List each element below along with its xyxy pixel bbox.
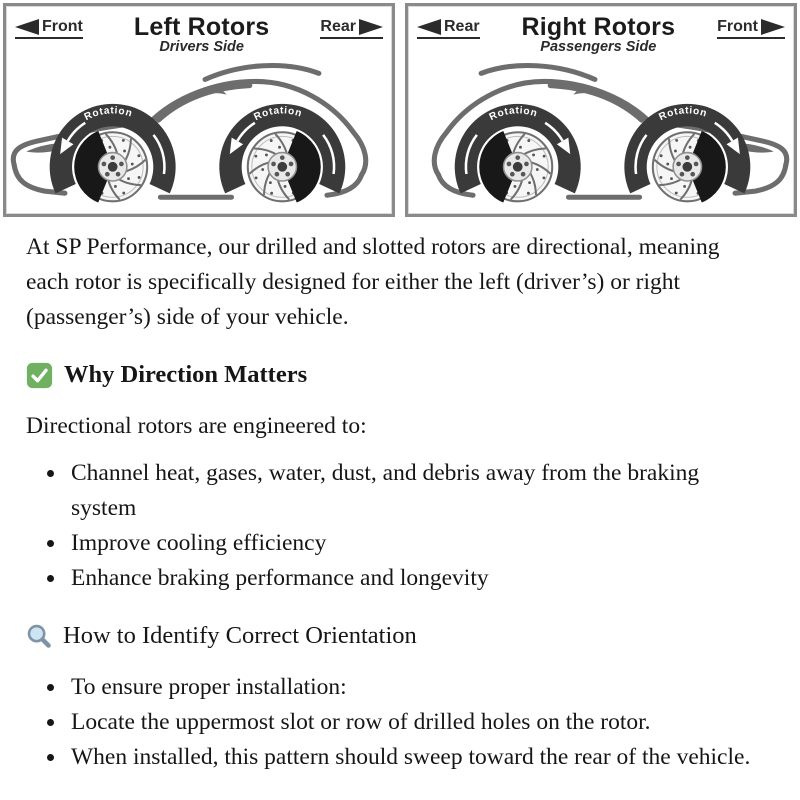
section-heading-how-to-identify xyxy=(26,620,774,652)
bullet-item: • Enhance braking performance and longevity xyxy=(67,561,767,596)
panel-title-block xyxy=(134,14,270,55)
left-arrow-icon xyxy=(417,19,441,35)
bullet-item: • When installed, this pattern should sweep toward the rear of the vehicle. xyxy=(67,740,767,775)
svg-text:Rotation: Rotation xyxy=(82,105,134,124)
panel-subtitle: Passengers Side xyxy=(540,39,657,56)
panel-subtitle: Drivers Side xyxy=(159,39,244,56)
svg-text:Rotation: Rotation xyxy=(657,105,709,124)
section-heading-text: How to Identify Correct Orientation xyxy=(63,622,417,649)
direction-label-text: Rear xyxy=(320,18,356,35)
direction-label-text: Front xyxy=(717,18,758,35)
rear-direction-label xyxy=(417,18,480,39)
bullet-item: • To ensure proper installation: xyxy=(67,670,767,705)
left-arrow-icon xyxy=(15,19,39,35)
direction-label-text: Front xyxy=(42,18,83,35)
panel-title: Left Rotors xyxy=(133,13,270,41)
direction-label-text: Rear xyxy=(444,18,480,35)
svg-text:Rotation: Rotation xyxy=(252,105,304,124)
section-heading-why-direction-matters xyxy=(26,359,774,391)
left-panel-header xyxy=(6,6,392,55)
bullet-item: • Improve cooling efficiency xyxy=(67,526,767,561)
svg-text:Rotation: Rotation xyxy=(487,105,539,124)
panel-title-block xyxy=(521,14,675,55)
right-panel-header xyxy=(408,6,794,55)
magnifier-icon xyxy=(26,623,52,649)
bullet-item: • Locate the uppermost slot or row of drilled holes on the rotor. xyxy=(67,705,767,740)
car-rotor-illustration-right xyxy=(408,51,794,216)
front-direction-label xyxy=(15,18,83,39)
intro-paragraph: At SP Performance, our drilled and slotted rotors are directional, meaning each rotor is specifically designed for either the left (driver’s) or right (passenger’s) side of your vehicle. xyxy=(26,234,720,330)
left-rotors-panel xyxy=(3,3,395,217)
car-rotor-illustration-left xyxy=(6,51,392,216)
check-icon xyxy=(26,362,53,389)
orientation-bullet-list xyxy=(26,670,767,775)
section-heading-text: Why Direction Matters xyxy=(64,361,308,388)
section-lead: Directional rotors are engineered to: xyxy=(26,413,367,439)
article xyxy=(0,230,800,775)
right-rotors-panel xyxy=(405,3,797,217)
bullet-item: • Channel heat, gases, water, dust, and debris away from the braking system xyxy=(67,456,767,526)
right-arrow-icon xyxy=(761,19,785,35)
rear-direction-label xyxy=(320,18,383,39)
panel-title: Right Rotors xyxy=(521,13,676,41)
benefits-bullet-list xyxy=(26,456,767,596)
front-direction-label xyxy=(717,18,785,39)
right-arrow-icon xyxy=(359,19,383,35)
rotor-direction-diagram xyxy=(0,0,800,217)
